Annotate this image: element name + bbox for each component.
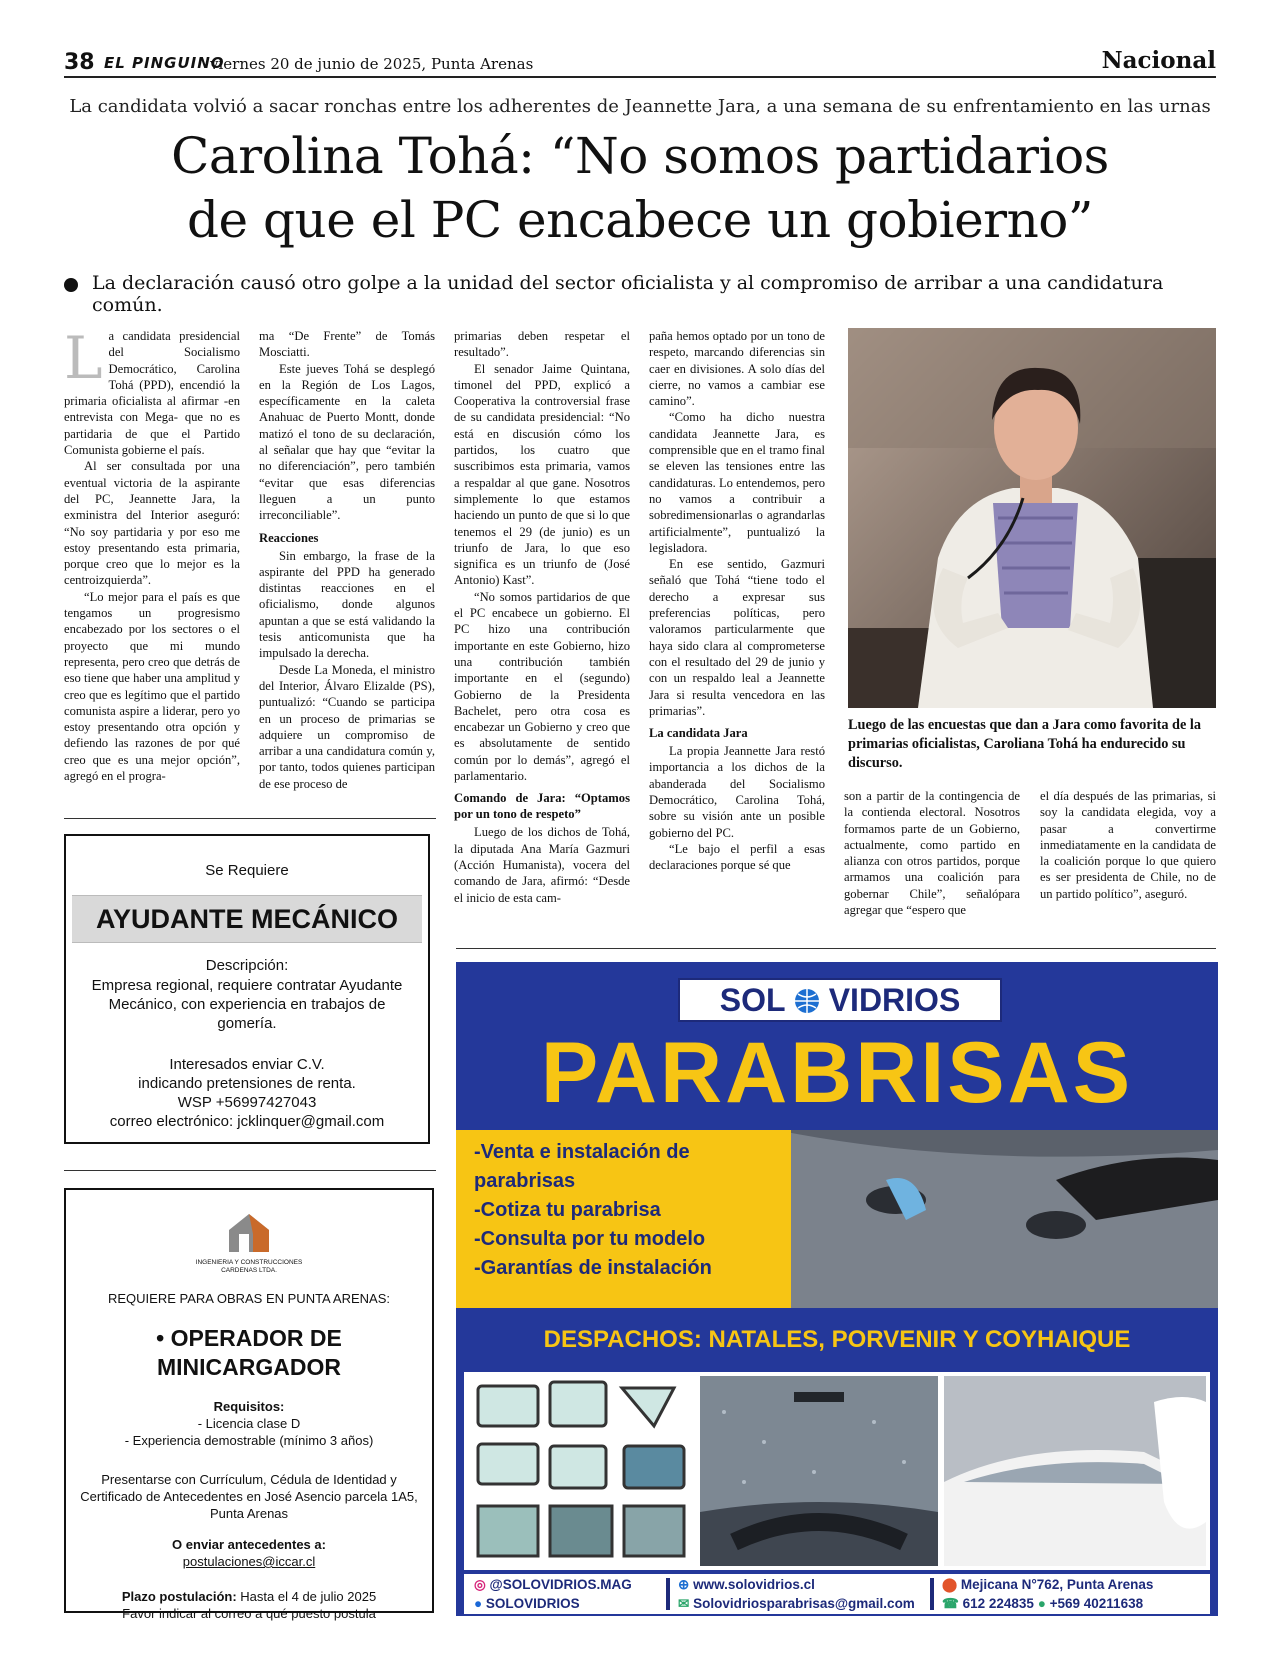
ad-phone: WSP +56997427043: [177, 1094, 317, 1111]
article-column-4: [649, 328, 825, 932]
ad-req: - Experiencia demostrable (mínimo 3 años): [124, 1433, 374, 1448]
web-icon: ⊕: [678, 1577, 690, 1592]
feature-item: parabrisas: [474, 1170, 576, 1192]
ad-separator-rule: [456, 948, 1216, 949]
facebook-handle: SOLOVIDRIOS: [485, 1596, 580, 1611]
phone-number: 612 224835: [962, 1596, 1034, 1611]
despachos-banner: DESPACHOS: NATALES, PORVENIR Y COYHAIQUE: [543, 1326, 1131, 1353]
location-pin-icon: ⬤: [942, 1577, 958, 1592]
feature-item: -Cotiza tu parabrisa: [474, 1199, 661, 1221]
ad-email-link[interactable]: postulaciones@iccar.cl: [182, 1554, 316, 1569]
ad-title: AYUDANTE MECÁNICO: [72, 895, 422, 943]
ad-req-label: Requisitos:: [213, 1399, 285, 1414]
instagram-contact[interactable]: [474, 1575, 632, 1594]
instagram-icon: ◎: [474, 1577, 486, 1592]
paragraph: Al ser consultada por una eventual victoria de la aspirante del PC, Jeannette Jara, la exministra del Interior aseguró: “No soy partidaria y por eso me estoy presentando esta primaria, porque creo que lo mejor es la centroizquierda”.: [64, 459, 240, 588]
page-number: 38: [64, 50, 95, 75]
ad-email: correo electrónico: jcklinquer@gmail.com: [109, 1113, 385, 1130]
feature-item: -Garantías de instalación: [474, 1257, 712, 1279]
feature-item: -Consulta por tu modelo: [474, 1228, 706, 1250]
ad-photo-strip: [464, 1372, 1210, 1570]
whatsapp-icon: ●: [1037, 1596, 1046, 1611]
paragraph: En ese sentido, Gazmuri señaló que Tohá “tiene todo el derecho a expresar sus preferencias políticas, pero valoramos particularmente que haya sido clara al comprometerse con el resultado del 29 de junio y con un respaldo leal a Jeannette Jara si resulta vencedora en las primarias”.: [649, 557, 825, 718]
feature-item: -Venta e instalación de: [474, 1141, 690, 1163]
ad-deadline-value: Hasta el 4 de julio 2025: [240, 1589, 377, 1604]
company-logo-text: CARDENAS LTDA.: [221, 1267, 277, 1274]
headline: [64, 124, 1216, 252]
drop-cap: L: [64, 328, 103, 392]
ad-requires: REQUIERE PARA OBRAS EN PUNTA ARENAS:: [108, 1291, 390, 1306]
email-link[interactable]: [678, 1594, 915, 1613]
ad-desc-label: Descripción:: [205, 957, 289, 974]
ad-line: indicando pretensiones de renta.: [138, 1075, 356, 1092]
phone-icon: ☎: [942, 1596, 959, 1611]
facebook-icon: ●: [474, 1596, 483, 1611]
section-name: Nacional: [1101, 47, 1216, 74]
dateline: viernes 20 de junio de 2025, Punta Arenas: [210, 55, 534, 73]
photo-caption: Luego de las encuestas que dan a Jara como favorita de la primarias oficialistas, Caroliana Tohá ha endurecido su discurso.: [848, 717, 1202, 771]
ad-top-label: Se Requiere: [205, 862, 289, 879]
company-logo-icon: [219, 1208, 279, 1256]
solovidrios-ad: [456, 962, 1218, 1616]
brand-logo: [678, 978, 1002, 1022]
ad-separator-rule: [64, 818, 436, 819]
article-column-1: [64, 328, 240, 812]
classified-ad-mechanic: [64, 834, 430, 1144]
photo-illustration: [848, 328, 1216, 708]
facebook-contact[interactable]: [474, 1594, 632, 1613]
paragraph: Sin embargo, la frase de la aspirante del PPD ha generado distintas reacciones en el oficialismo, donde algunos apuntan a que se está validando la tesis anticomunista que ha impulsado la derecha.: [259, 548, 435, 661]
website-link[interactable]: [678, 1575, 915, 1594]
bullet-dot-icon: [64, 278, 78, 292]
paragraph: son a partir de la contingencia de la contienda electoral. Nosotros formamos parte de un Gobierno, actualmente, como partido en alianza con otros partidos, porque armamos una coalición para gobernar Chile”, señalópara agregar que “espero que: [844, 789, 1020, 918]
subhead-la-candidata-jara: La candidata Jara: [649, 726, 748, 741]
ad-big-title: PARABRISAS: [540, 1025, 1134, 1121]
paragraph: “Le bajo el perfil a esas declaraciones porque sé que: [649, 841, 825, 873]
brand-left: SOL: [719, 982, 785, 1018]
paragraph: Desde La Moneda, el ministro del Interior, Álvaro Elizalde (PS), puntualizó: “Cuando se participa en un proceso de primarias se adquiere un compromiso de arribar a una candidatura común y, por tanto, todos quienes participan de ese proceso de: [259, 662, 435, 791]
classified-ad-operator: [64, 1188, 434, 1621]
dek: La declaración causó otro golpe a la unidad del sector oficialista y al compromiso de arribar a una candidatura común.: [92, 272, 1164, 316]
email-address: Solovidriosparabrisas@gmail.com: [693, 1596, 915, 1611]
article-column-6: [1040, 788, 1216, 934]
mail-icon: ✉: [678, 1596, 690, 1611]
article-column-3: [454, 328, 630, 932]
instagram-handle: @SOLOVIDRIOS.MAG: [489, 1577, 632, 1592]
ad-note: Favor indicar al correo a qué puesto postula: [122, 1606, 376, 1621]
ad-deadline: [66, 1588, 432, 1605]
paragraph: el día después de las primarias, si soy la candidata elegida, voy a pasar a convertirme inmediatamente en la candidata de la coalición porque lo que quiero es ser presidenta de Chile, no de un partido político”, aseguró.: [1040, 789, 1216, 901]
paragraph: a candidata presidencial del Socialismo Democrático, Carolina Tohá (PPD), encendió la primaria oficialista al afirmar -en entrevista con Mega- que no es partidaria de que el Partido Comunista gobierne el país.: [64, 329, 240, 458]
paragraph: ma “De Frente” de Tomás Mosciatti.: [259, 329, 435, 360]
ad-feature-panel: [456, 1130, 1218, 1308]
ad-line: Interesados enviar C.V.: [169, 1056, 325, 1073]
brand-right: VIDRIOS: [828, 982, 961, 1018]
headline-line-2: de que el PC encabece un gobierno”: [187, 191, 1093, 249]
ad-present: Presentarse con Currículum, Cédula de Identidad y Certificado de Antecedentes en José Asencio parcela 1A5, Punta Arenas: [80, 1472, 418, 1521]
address-text: Mejicana N°762, Punta Arenas: [960, 1577, 1154, 1592]
paragraph: “Lo mejor para el país es que tengamos un progresismo encabezado por los sectores o el proyecto que mi mundo representa, pero creo que detrás de eso tiene que haber una amplitud y creo que es legítimo que el partido comunista aspire a liderar, pero yo estoy presentando otra opción y defiendo las razones de por qué creo que es una mejor opción”, agregó en el progra-: [64, 589, 240, 784]
globe-icon: [794, 988, 820, 1014]
kicker: La candidata volvió a sacar ronchas entre los adherentes de Jeannette Jara, a una semana de su enfrentamiento en las urnas: [69, 96, 1211, 117]
address: [942, 1575, 1153, 1594]
header-rule: [64, 76, 1216, 78]
article-column-5: [844, 788, 1020, 934]
headline-line-1: Carolina Tohá: “No somos partidarios: [171, 127, 1109, 185]
website-url: www.solovidrios.cl: [693, 1577, 815, 1592]
ad-deadline-label: Plazo postulación:: [121, 1589, 237, 1604]
ad-separator-rule: [64, 1170, 436, 1171]
paragraph: Este jueves Tohá se desplegó en la Región de Los Lagos, específicamente en la caleta Anahuac de Puerto Montt, donde matizó el tono de su declaración, al señalar que hay que “evitar la no diferenciación”, pero también “evitar que esas diferencias lleguen a un punto irreconciliable”.: [259, 361, 435, 523]
ad-or-send: O enviar antecedentes a:: [172, 1537, 326, 1552]
ad-title: • OPERADOR DE: [156, 1325, 342, 1351]
company-logo-text: INGENIERIA Y CONSTRUCCIONES: [195, 1259, 303, 1266]
ad-title: MINICARGADOR: [157, 1354, 341, 1380]
paragraph: Luego de los dichos de Tohá, la diputada Ana María Gazmuri (Acción Humanista), vocera del comando de Jara, afirmó: “Desde el inicio de esta cam-: [454, 825, 630, 905]
paragraph: primarias deben respetar el resultado”.: [454, 329, 630, 360]
subhead-comando: Comando de Jara: “Optamos por un tono de respeto”: [454, 791, 630, 822]
paragraph: El senador Jaime Quintana, timonel del PPD, explicó a Cooperativa la controversial frase de su candidata presidencial: “No está en discusión cómo los partidos, los cuatro que suscribimos esta primaria, vamos a respaldar al que gane. Nosotros simplemente lo que estamos haciendo un punto de que si lo que tenemos el 29 (de junio) es un triunfo de Jara, lo que eso significa es un triunfo de (José Antonio) Kast”.: [454, 361, 630, 588]
whatsapp-number: +569 40211638: [1049, 1596, 1144, 1611]
paragraph: “Como ha dicho nuestra candidata Jeannette Jara, es comprensible que en el tramo final se eleven las tensiones entre las candidaturas. Lo entendemos, pero no vamos a contribuir a sobredimensionarlas o agrandarlas artificialmente”, puntualizó la legisladora.: [649, 410, 825, 555]
subhead-reacciones: Reacciones: [259, 530, 319, 545]
article-photo: [848, 328, 1216, 708]
article-column-2: [259, 328, 435, 812]
phones: [942, 1594, 1153, 1613]
paragraph: “No somos partidarios de que el PC encabece un gobierno. El PC hizo una contribución importante en este Gobierno, hizo una contribución también importante en el (segundo) Gobierno de la Presidenta Bachelet, pero otra cosa es encabezar un Gobierno y creo que es absolutamente de sentido común por lo demás”, agregó el parlamentario.: [454, 589, 630, 784]
glass-products-photos: [464, 1372, 1210, 1570]
ad-req: - Licencia clase D: [197, 1416, 301, 1431]
paragraph: paña hemos optado por un tono de respeto, marcando diferencias sin caer en divisiones. A solo días del cierre, no vamos a cambiar ese camino”.: [649, 329, 825, 409]
ad-contact-bar: [464, 1574, 1210, 1614]
feature-list: [474, 1138, 794, 1283]
ad-desc-text: Empresa regional, requiere contratar Ayudante Mecánico, con experiencia en trabajos de gomería.: [91, 977, 403, 1032]
paragraph: La propia Jeannette Jara restó importancia a los dichos de la abanderada del Socialismo Democrático, Carolina Tohá, sobre su visión ante un posible gobierno del PC.: [649, 744, 825, 840]
newspaper-name: EL PINGUINO: [104, 54, 225, 72]
